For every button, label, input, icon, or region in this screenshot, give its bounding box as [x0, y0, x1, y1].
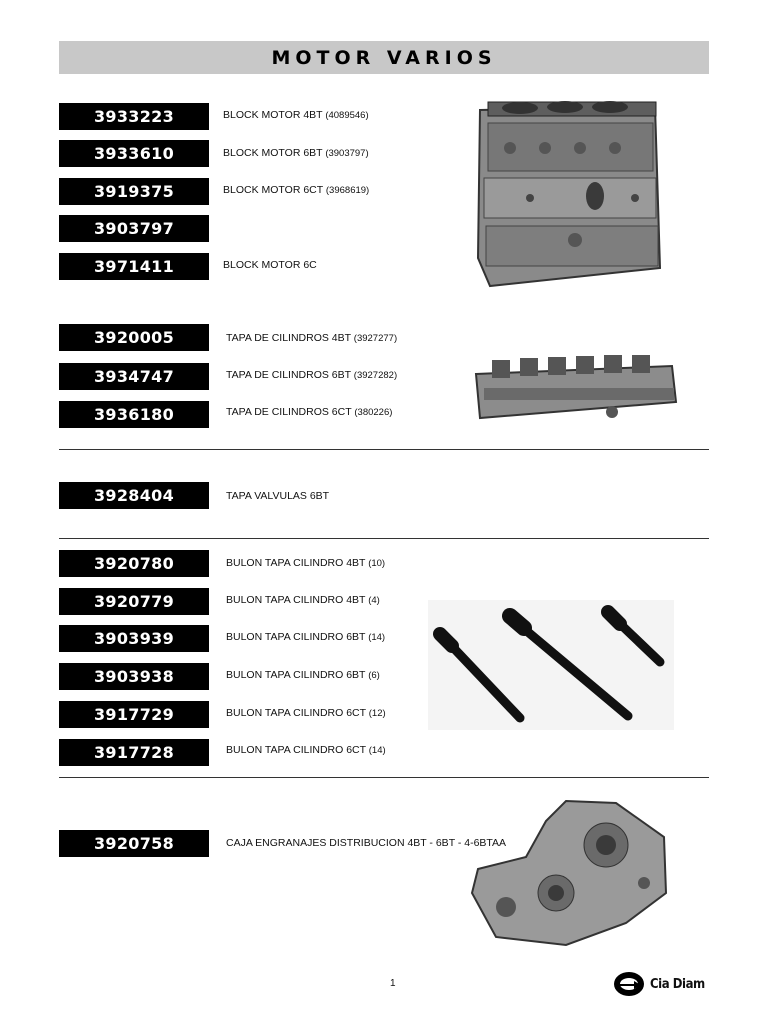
part-code: 3933610 — [59, 140, 209, 167]
part-code: 3920780 — [59, 550, 209, 577]
gear-housing-image — [466, 797, 672, 949]
part-code: 3917728 — [59, 739, 209, 766]
part-code: 3917729 — [59, 701, 209, 728]
part-code: 3936180 — [59, 401, 209, 428]
part-code: 3934747 — [59, 363, 209, 390]
part-description: BULON TAPA CILINDRO 4BT (4) — [226, 594, 380, 606]
part-description: BULON TAPA CILINDRO 6CT (14) — [226, 744, 386, 756]
page-number: 1 — [390, 978, 396, 989]
part-description: CAJA ENGRANAJES DISTRIBUCION 4BT - 6BT - 4-6BTAA — [226, 837, 507, 849]
part-description: BULON TAPA CILINDRO 6BT (14) — [226, 631, 386, 643]
bolts-image — [428, 600, 674, 730]
brand-name: Cia Diam — [650, 976, 705, 992]
part-description: TAPA DE CILINDROS 6CT (380226) — [226, 406, 393, 418]
cylinder-head-image — [472, 352, 678, 424]
part-description: BULON TAPA CILINDRO 6BT (6) — [226, 669, 380, 681]
part-code: 3903938 — [59, 663, 209, 690]
part-code: 3903797 — [59, 215, 209, 242]
brand-logo — [612, 970, 711, 998]
part-description: TAPA VALVULAS 6BT — [226, 490, 330, 502]
part-description: BULON TAPA CILINDRO 4BT (10) — [226, 557, 386, 569]
part-description: TAPA DE CILINDROS 6BT (3927282) — [226, 369, 398, 381]
part-description: BLOCK MOTOR 6BT (3903797) — [223, 147, 369, 159]
part-description: BLOCK MOTOR 4BT (4089546) — [223, 109, 369, 121]
part-code: 3920779 — [59, 588, 209, 615]
part-code: 3919375 — [59, 178, 209, 205]
page-header — [59, 41, 709, 74]
brand-logo-icon — [612, 970, 646, 998]
section-divider — [59, 777, 709, 778]
part-code: 3933223 — [59, 103, 209, 130]
part-description: BLOCK MOTOR 6C — [223, 259, 317, 271]
part-code: 3920758 — [59, 830, 209, 857]
section-divider — [59, 449, 709, 450]
page-title: MOTOR VARIOS — [271, 46, 497, 69]
part-code: 3928404 — [59, 482, 209, 509]
part-description: BLOCK MOTOR 6CT (3968619) — [223, 184, 370, 196]
part-code: 3920005 — [59, 324, 209, 351]
part-code: 3971411 — [59, 253, 209, 280]
part-description: TAPA DE CILINDROS 4BT (3927277) — [226, 332, 398, 344]
part-code: 3903939 — [59, 625, 209, 652]
section-divider — [59, 538, 709, 539]
part-description: BULON TAPA CILINDRO 6CT (12) — [226, 707, 386, 719]
engine-block-image — [470, 98, 665, 288]
